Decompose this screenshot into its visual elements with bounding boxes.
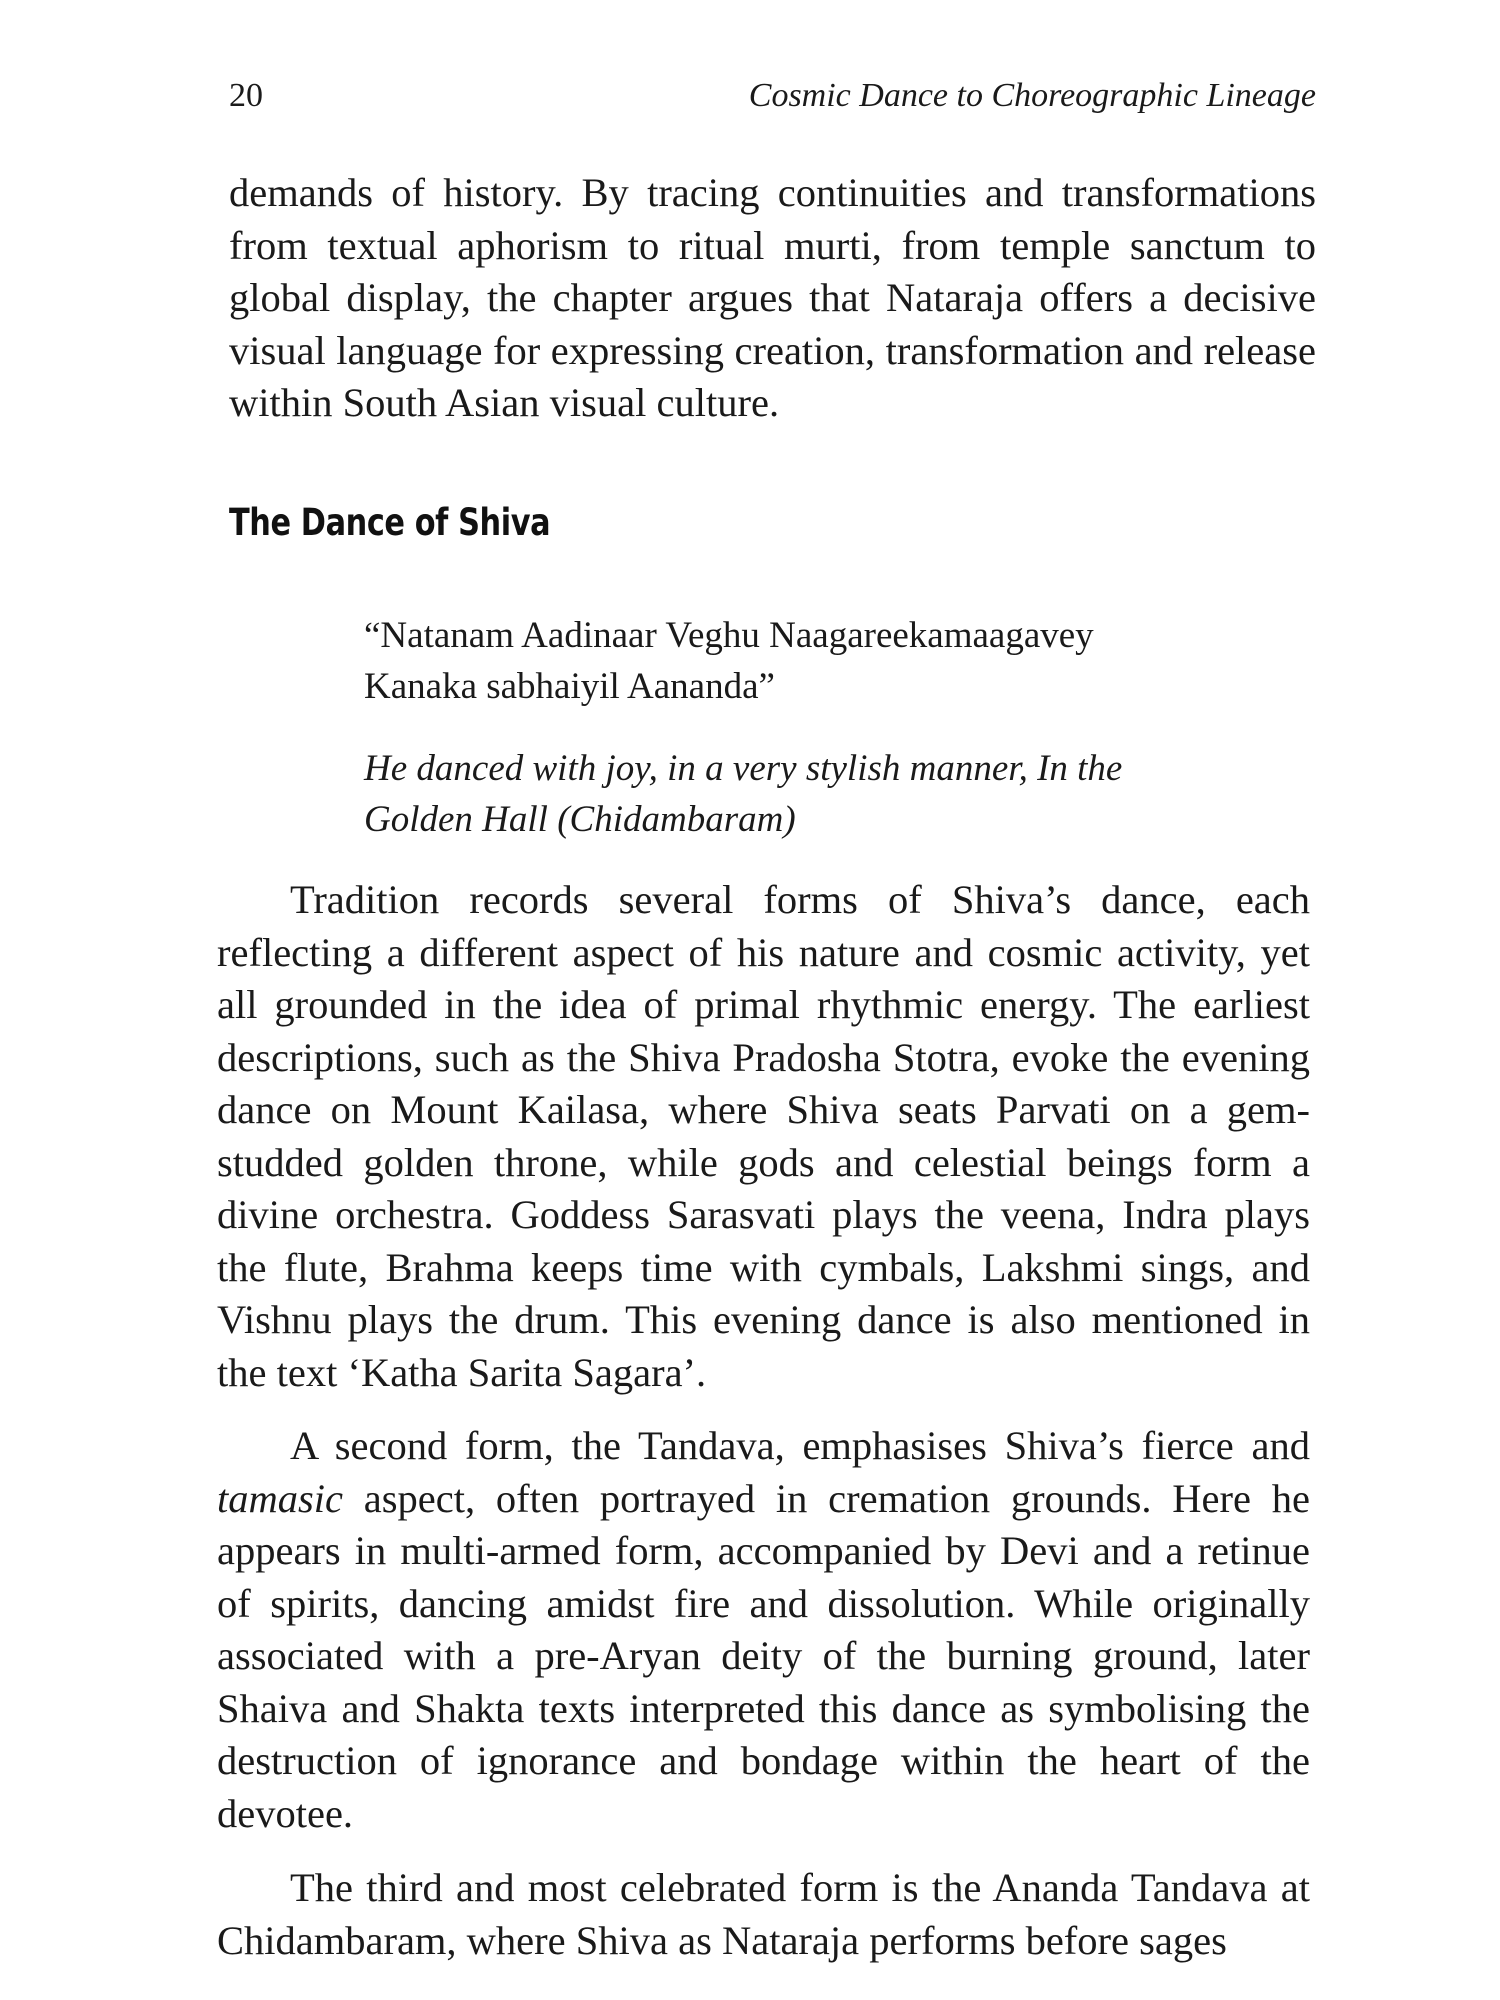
- page-number: 20: [229, 77, 263, 114]
- tandava-text-start: A second form, the Tandava, emphasises Shiva’s fierce and: [290, 1423, 1310, 1468]
- running-title: Cosmic Dance to Choreographic Lineage: [748, 77, 1316, 114]
- verse-original-line: “Natanam Aadinaar Veghu Naagareekamaagavey: [364, 615, 1094, 656]
- running-head: [229, 72, 1316, 120]
- tandava-text-rest: aspect, often portrayed in cremation grounds. Here he appears in multi-armed form, accompanied by Devi and a retinue of spirits, dancing amidst fire and dissolution. While originally associated with a pre-Aryan deity of the burning ground, later Shaiva and Shakta texts interpreted this dance as symbolising the destruction of ignorance and bondage within the heart of the devotee.: [217, 1475, 1310, 1836]
- tamasic-term: tamasic: [217, 1475, 343, 1521]
- tandava-paragraph: [217, 1420, 1310, 1840]
- verse-original-line: Kanaka sabhaiyil Aananda”: [364, 666, 775, 707]
- ananda-tandava-paragraph: The third and most celebrated form is the Ananda Tandava at Chidambaram, where Shiva as Nataraja performs before sages: [217, 1865, 1310, 1963]
- tradition-paragraph: Tradition records several forms of Shiva’s dance, each reflecting a different aspect of his nature and cosmic activity, yet all grounded in the idea of primal rhythmic energy. The earliest descriptions, such as the Shiva Pradosha Stotra, evoke the evening dance on Mount Kailasa, where Shiva seats Parvati on a gem-studded golden throne, while gods and celestial beings form a divine orchestra. Goddess Sarasvati plays the veena, Indra plays the flute, Brahma keeps time with cymbals, Lakshmi sings, and Vishnu plays the drum. This evening dance is also mentioned in the text ‘Katha Sarita Sagara’.: [217, 877, 1310, 1395]
- verse-translation-line: He danced with joy, in a very stylish manner, In the: [364, 748, 1123, 789]
- intro-paragraph: demands of history. By tracing continuities and transformations from textual aphorism to ritual murti, from temple sanctum to global display, the chapter argues that Nataraja offers a decisive visual language for expressing creation, transformation and release within South Asian visual culture.: [229, 170, 1316, 425]
- verse-translation-line: Golden Hall (Chidambaram): [364, 799, 796, 840]
- section-heading: The Dance of Shiva: [229, 501, 551, 544]
- verse-translation: [364, 743, 1264, 845]
- verse-original: [364, 610, 1264, 712]
